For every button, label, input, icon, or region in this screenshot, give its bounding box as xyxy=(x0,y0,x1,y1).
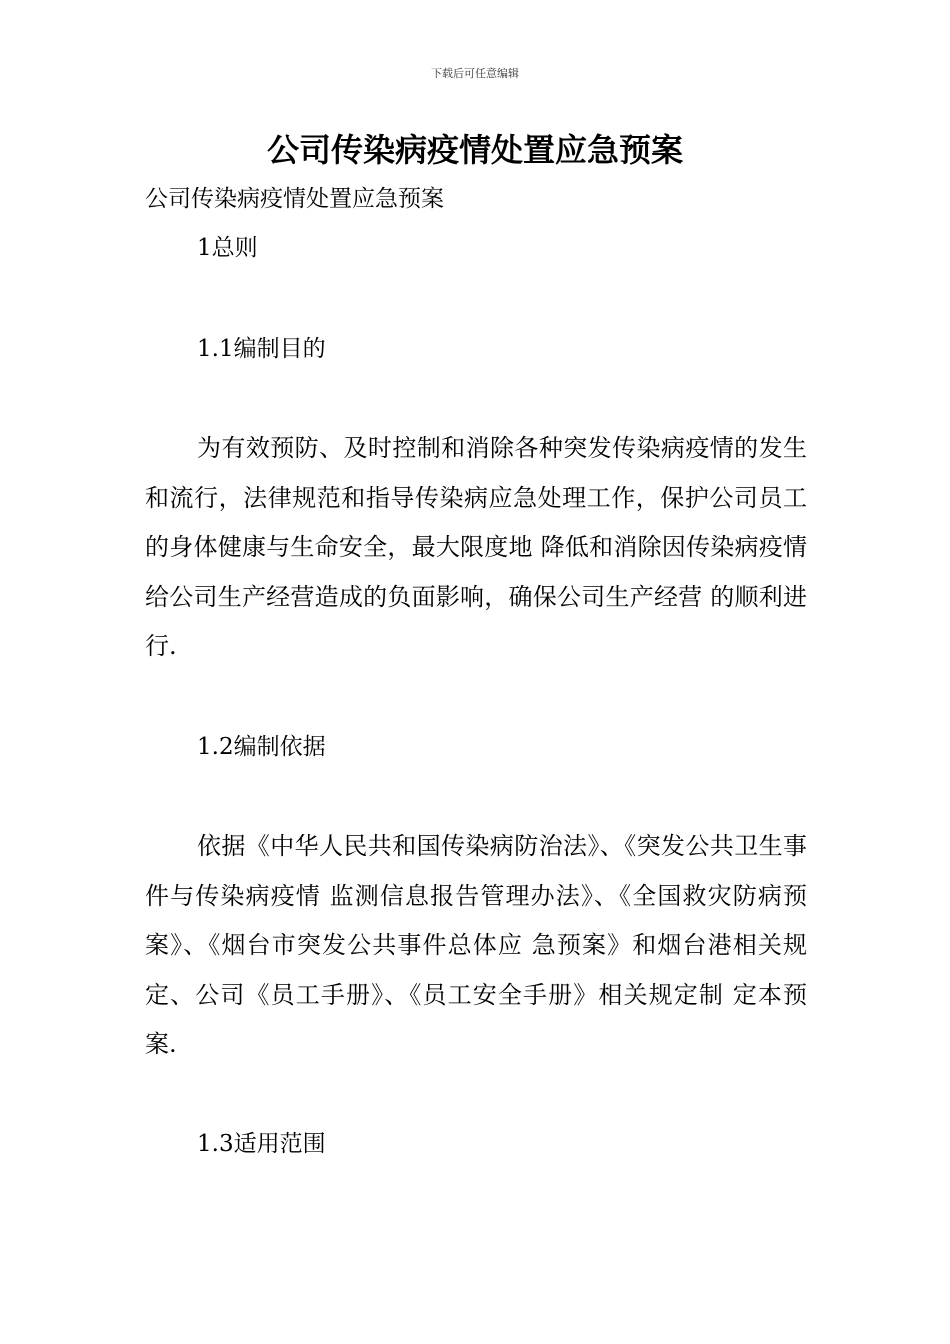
paragraph-purpose: 为有效预防、及时控制和消除各种突发传染病疫情的发生和流行，法律规范和指导传染病应急处理工作，保护公司员工的身体健康与生命安全，最大限度地 降低和消除因传染病疫情给公司生产经营造成的负面影响，确保公司生产经营 的顺利进行. xyxy=(145,434,807,660)
section-heading-general: 1总则 xyxy=(197,235,258,261)
section-heading-basis: 1.2编制依据 xyxy=(197,734,326,760)
document-subtitle: 公司传染病疫情处置应急预案 xyxy=(145,186,444,212)
document-title: 公司传染病疫情处置应急预案 xyxy=(266,131,683,169)
section-heading-scope: 1.3适用范围 xyxy=(197,1131,326,1157)
paragraph-basis: 依据《中华人民共和国传染病防治法》、《突发公共卫生事件与传染病疫情 监测信息报告管理办法》、《全国救灾防病预案》、《烟台市突发公共事件总体应 急预案》和烟台港相关规定、公司《员工手册》、《员工安全手册》相关规定制 定本预案. xyxy=(145,832,807,1058)
section-heading-purpose: 1.1编制目的 xyxy=(197,336,326,362)
header-note: 下载后可任意编辑 xyxy=(431,67,519,80)
